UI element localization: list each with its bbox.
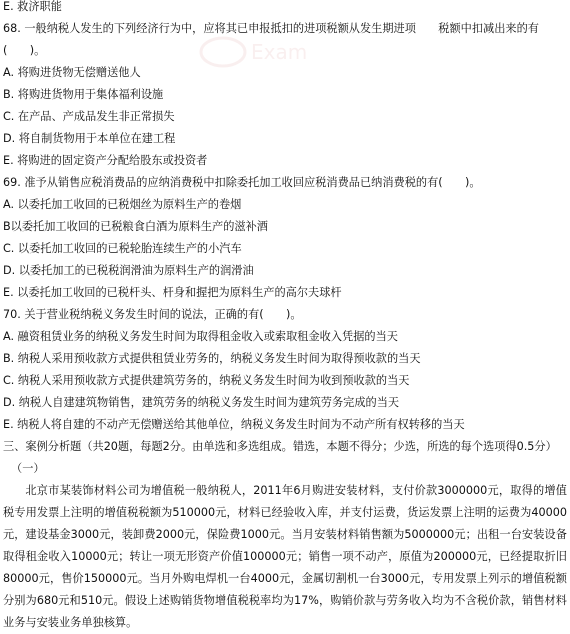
option-line: D. 纳税人自建建筑物销售，建筑劳务的纳税义务发生时间为建筑劳务完成的当天 (3, 396, 400, 409)
document-body (3, 0, 567, 634)
option-line: E. 救济职能 (3, 0, 62, 13)
option-line: D. 以委托加工的已税税润滑油为原料生产的润滑油 (3, 264, 254, 277)
option-line: E. 以委托加工收回的已税杆头、杆身和握把为原料生产的高尔夫球杆 (3, 286, 342, 299)
option-line: E. 纳税人将自建的不动产无偿赠送给其他单位，纳税义务发生时间为不动产所有权转移的当天 (3, 418, 465, 431)
option-line: C. 在产品、产成品发生非正常损失 (3, 110, 175, 123)
option-line: A. 融资租赁业务的纳税义务发生时间为取得租金收入或索取租金收入凭据的当天 (3, 330, 398, 343)
option-line: B. 将购进货物用于集体福利设施 (3, 88, 164, 101)
option-line: B. 纳税人采用预收款方式提供租赁业劳务的，纳税义务发生时间为取得预收款的当天 (3, 352, 421, 365)
section-heading: 三、案例分析题（共20题，每题2分。由单选和多选组成。错选，本题不得分；少选，所选的每个选项得0.5分） (3, 440, 557, 453)
option-line: D. 将自制货物用于本单位在建工程 (3, 132, 176, 145)
svg-text:Exam: Exam (251, 40, 308, 64)
question-68: 68. 一般纳税人发生的下列经济行为中，应将其已申报抵扣的进项税额从发生期进项 税额中扣减出来的有( )。 (3, 22, 539, 57)
option-line: C. 纳税人采用预收款方式提供建筑劳务的，纳税义务发生时间为收到预收款的当天 (3, 374, 410, 387)
case-paragraph: 北京市某装饰材料公司为增值税一般纳税人，2011年6月购进安装材料，支付价款3000000元，取得的增值税专用发票上注明的增值税税额为510000元，材料已经验收入库，并支付运费，货运发票上注明的运费为40000元，建设基金3000元，装卸费2000元，保险费1000元。当月安装材料销售额为5000000元；出租一台安装设备取得租金收入10000元；转让一项无形资产价值100000元；销售一项不动产，原值为200000元，已经提取折旧80000元，售价150000元。当月外购电焊机一台4000元，金属切割机一台3000元，专用发票上列示的增值税额分别为680元和510元。假设上述购销货物增值税税率均为17%，购销价款与劳务收入均为不含税价款，销售材料业务与安装业务单独核算。 (3, 484, 567, 629)
option-line: E. 将购进的固定资产分配给股东或投资者 (3, 154, 208, 167)
option-line: A. 将购进货物无偿赠送他人 (3, 66, 141, 79)
question-69: 69. 准予从销售应税消费品的应纳消费税中扣除委托加工收回应税消费品已纳消费税的有( )。 (3, 176, 481, 189)
case-number: （一） (11, 462, 45, 475)
option-line: C. 以委托加工收回的已税轮胎连续生产的小汽车 (3, 242, 242, 255)
option-line: B以委托加工收回的已税粮食白酒为原料生产的滋补酒 (3, 220, 268, 233)
option-line: A. 以委托加工收回的已税烟丝为原料生产的卷烟 (3, 198, 242, 211)
question-70: 70. 关于营业税纳税义务发生时间的说法，正确的有( )。 (3, 308, 302, 321)
